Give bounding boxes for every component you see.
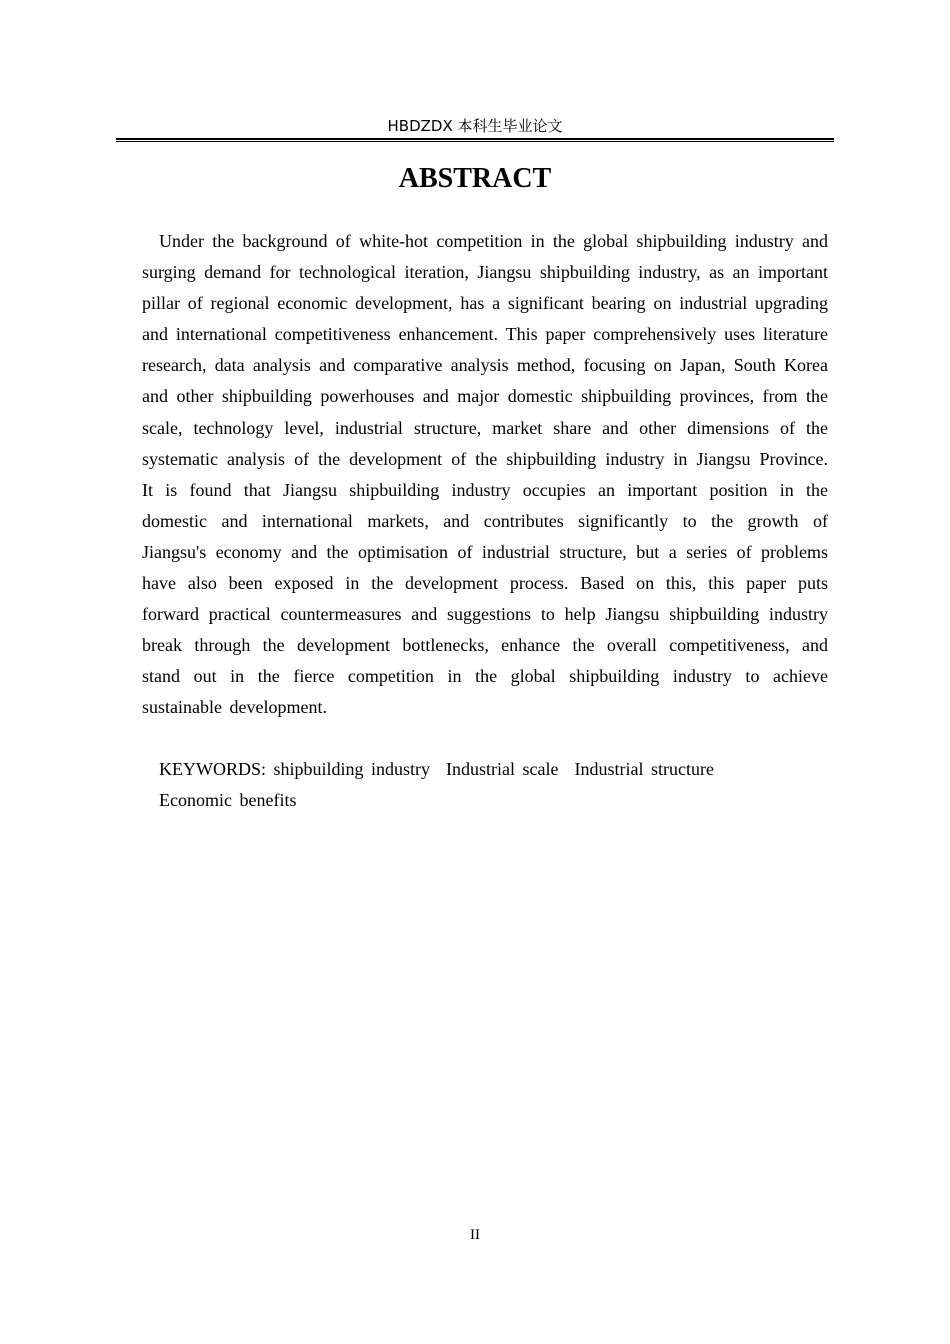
keyword-item: Economic benefits <box>159 790 297 811</box>
keyword-item: Industrial scale <box>446 759 559 779</box>
header-rule-thick <box>116 138 834 140</box>
keywords-line <box>159 754 828 816</box>
page-number: II <box>470 1227 480 1243</box>
header-rule-thin <box>116 141 834 142</box>
running-header: HBDZDX 本科生毕业论文 <box>387 117 563 135</box>
abstract-body: Under the background of white-hot competition in the global shipbuilding industry and surging demand for technological iteration, Jiangsu shipbuilding industry, as an important pillar of regional economic development, has a significant bearing on industrial upgrading and international competitiveness enhancement. This paper comprehensively uses literature research, data analysis and comparative analysis method, focusing on Japan, South Korea and other shipbuilding powerhouses and major domestic shipbuilding provinces, from the scale, technology level, industrial structure, market share and other dimensions of the systematic analysis of the development of the shipbuilding industry in Jiangsu Province. It is found that Jiangsu shipbuilding industry occupies an important position in the domestic and international markets, and contributes significantly to the growth of Jiangsu's economy and the optimisation of industrial structure, but a series of problems have also been exposed in the development process. Based on this, this paper puts forward practical countermeasures and suggestions to help Jiangsu shipbuilding industry break through the development bottlenecks, enhance the overall competitiveness, and stand out in the fierce competition in the global shipbuilding industry to achieve sustainable development. <box>142 231 828 718</box>
keyword-item: Industrial structure <box>574 759 714 779</box>
keyword-item: shipbuilding industry <box>273 759 431 779</box>
keywords-label: KEYWORDS: <box>159 759 266 779</box>
abstract-title: ABSTRACT <box>398 163 552 194</box>
